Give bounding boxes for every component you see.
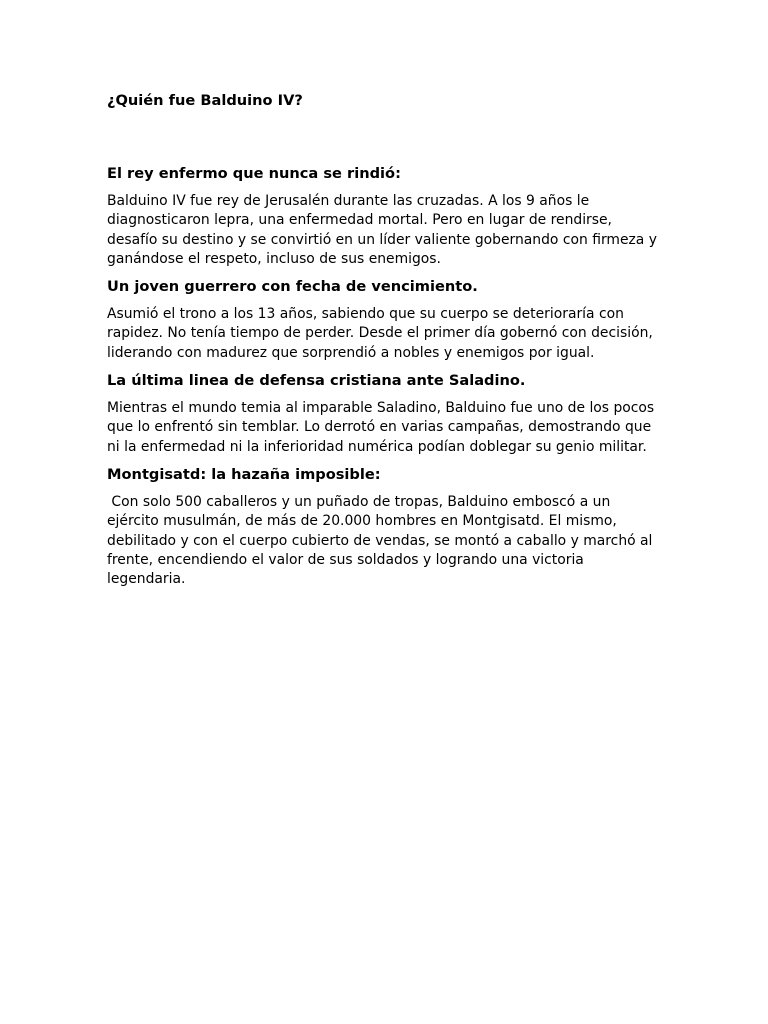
section-paragraph: Asumió el trono a los 13 años, sabiendo que su cuerpo se deterioraría con rapidez. No tenía tiempo de perder. Desde el primer día gobernó con decisión, liderando con madurez que sorprendió a nobles y enemigos por igual. [107,306,658,361]
section-heading: Un joven guerrero con fecha de vencimiento. [107,278,478,296]
section-ultima-linea [107,371,659,457]
document-content [107,91,662,597]
section-paragraph: Con solo 500 caballeros y un puñado de tropas, Balduino emboscó a un ejército musulmán, de más de 20.000 hombres en Montgisatd. El mismo, debilitado y con el cuerpo cubierto de vendas, se montó a caballo y marchó al frente, encendiendo el valor de sus soldados y logrando una victoria legendaria. [107,493,657,588]
section-heading: La última linea de defensa cristiana ante Saladino. [107,372,526,390]
section-paragraph: Mientras el mundo temia al imparable Saladino, Balduino fue uno de los pocos que lo enfrentó sin temblar. Lo derrotó en varias campañas, demostrando que ni la enfermedad ni la inferioridad numérica podían doblegar su genio militar. [107,400,659,455]
section-joven-guerrero [107,277,659,363]
section-rey-enfermo [107,164,662,269]
section-paragraph: Balduino IV fue rey de Jerusalén durante las cruzadas. A los 9 años le diagnosticaron lepra, una enfermedad mortal. Pero en lugar de rendirse, desafío su destino y se convirtió en un líder valiente gobernando con firmeza y ganándose el respeto, incluso de sus enemigos. [107,193,662,267]
section-heading: El rey enfermo que nunca se rindió: [107,165,401,182]
section-montgisatd [107,465,659,589]
document-title: ¿Quién fue Balduino IV? [107,92,303,109]
section-heading: Montgisatd: la hazaña imposible: [107,465,381,483]
